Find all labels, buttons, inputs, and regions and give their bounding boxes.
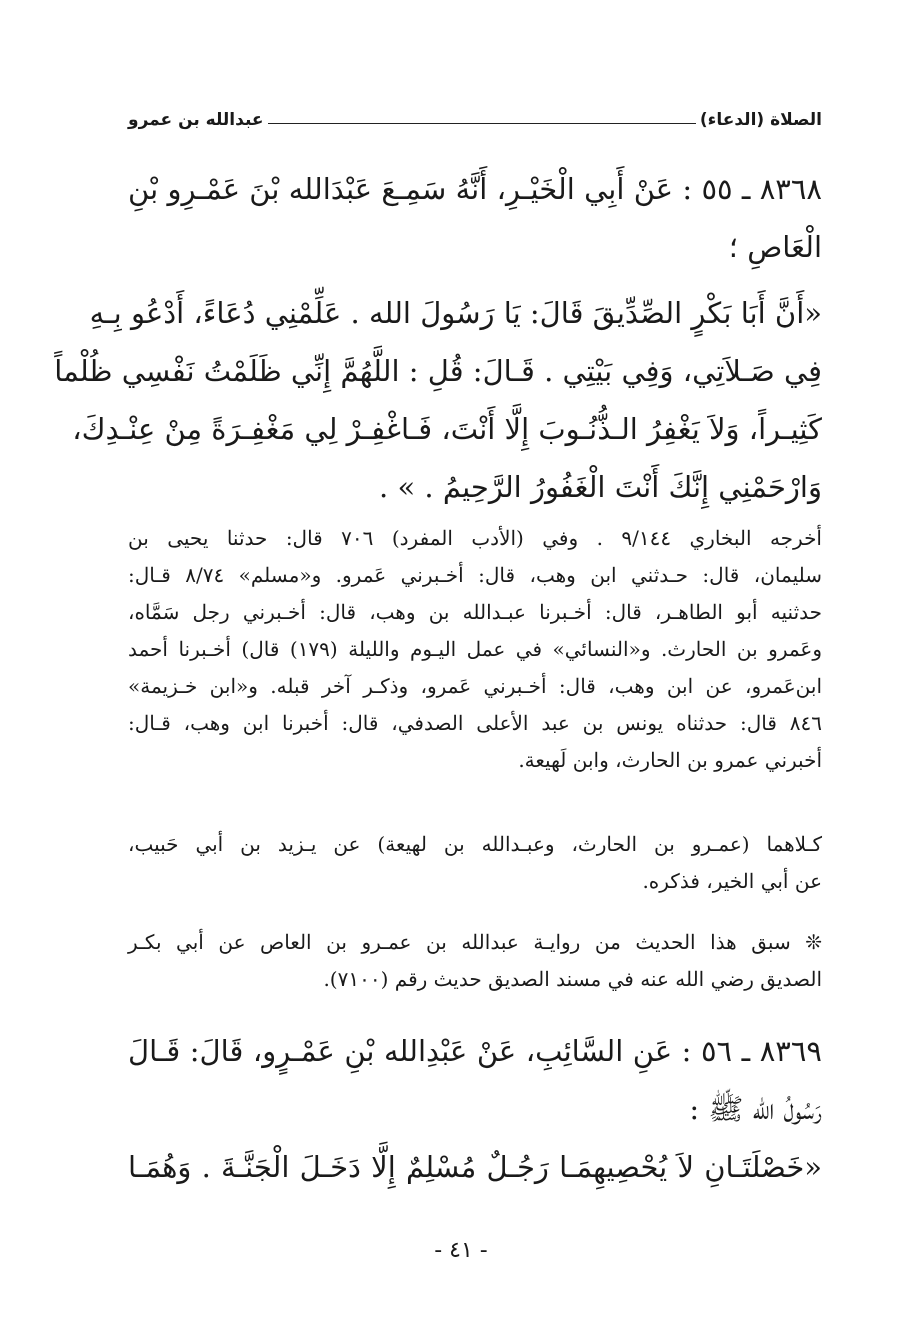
text-line: أخرجه البخاري ٩/١٤٤ . وفي (الأدب المفرد) ٧٠٦ قال: حدثنا يحيى بن (128, 526, 822, 550)
hadith-8368-matn (54, 284, 822, 516)
text-line: ٨٣٦٩ ـ ٥٦ : عَنِ السَّائِبِ، عَنْ عَبْدِالله بْنِ عَمْـرٍو، قَالَ: قَـالَ (128, 1034, 823, 1068)
text-line: عن أبي الخير، فذكره. (642, 869, 822, 893)
text-line: أخبرني عمرو بن الحارث، وابن لَهيعة. (518, 748, 822, 772)
text-line: ٨٤٦ قال: حدثناه يونس بن عبد الأعلى الصدفي، قال: أخبرنا ابن وهب، قـال: (128, 711, 822, 735)
text-line: ❊ سبق هذا الحديث من روايـة عبدالله بن عمـرو بن العاص عن أبي بكـر (128, 930, 822, 954)
text-line: كـلاهما (عمـرو بن الحارث، وعبـدالله بن لهيعة) عن يـزيد بن أبي حَبيب، (128, 832, 822, 856)
hadith-8369-isnad (128, 1022, 822, 1138)
text-line: وعَمرو بن الحارث. و«النسائي» في عمل اليـوم والليلة (١٧٩) قال) أخـبرنا أحمد (128, 637, 823, 661)
text-line: رَسُولُ الله ﷺ : (689, 1092, 822, 1126)
chain-summary-paragraph (128, 826, 822, 900)
text-line: ٨٣٦٨ ـ ٥٥ : عَنْ أَبِي الْخَيْـرِ، أَنَّهُ سَمِـعَ عَبْدَالله بْنَ عَمْـرِو بْنِ (128, 172, 822, 206)
text-line: «أَنَّ أَبَا بَكْرٍ الصِّدِّيقَ قَالَ: يَا رَسُولَ الله . عَلِّمْنِي دُعَاءً، أَدْعُو بِـهِ (89, 296, 822, 330)
text-line: حدثنيه أبو الطاهـر، قال: أخـبرنا عبـدالله بن وهب، قال: أخـبرني رجل سَمَّاه، (128, 600, 822, 624)
text-line: فِي صَـلاَتِي، وَفِي بَيْتِي . قَـالَ: قُلِ : اللَّهُمَّ إِنِّي ظَلَمْتُ نَفْسِي ظُلْماً (54, 354, 822, 388)
text-line: وَارْحَمْنِي إِنَّكَ أَنْتَ الْغَفُورُ الرَّحِيمُ . » . (379, 470, 822, 504)
cross-reference-note (128, 924, 822, 998)
hadith-8368-isnad (128, 160, 822, 276)
page-number: - ٤١ - (434, 1238, 488, 1263)
header-chapter: الصلاة (الدعاء) (699, 110, 822, 130)
text-line: الْعَاصِ ؛ (728, 230, 822, 264)
text-line: كَثِيـراً، وَلاَ يَغْفِرُ الـذُّنُـوبَ إِلَّا أَنْتَ، فَـاغْفِـرْ لِي مَغْفِـرَةً مِنْ عِنْـدِكَ، (72, 412, 822, 446)
text-line: ابن‌عَمرو، عن ابن وهب، قال: أخـبرني عَمرو، وذكـر آخر قبله. و«ابن خـزيمة» (128, 674, 822, 698)
text-line: «خَصْلَتَـانِ لاَ يُحْصِيهِمَـا رَجُـلٌ مُسْلِمٌ إِلَّا دَخَـلَ الْجَنَّـةَ . وَهُمَـا (128, 1150, 822, 1184)
running-header (128, 96, 822, 130)
header-rule (268, 123, 696, 124)
text-line: الصديق رضي الله عنه في مسند الصديق حديث رقم (٧١٠٠). (323, 967, 822, 991)
hadith-8369-matn (128, 1138, 822, 1196)
takhrij-paragraph (128, 520, 822, 779)
text-line: سليمان، قال: حـدثني ابن وهب، قال: أخـبرني عَمرو. و«مسلم» ٨/٧٤ قـال: (128, 563, 823, 587)
header-narrator: عبدالله بن عمرو (128, 110, 264, 130)
